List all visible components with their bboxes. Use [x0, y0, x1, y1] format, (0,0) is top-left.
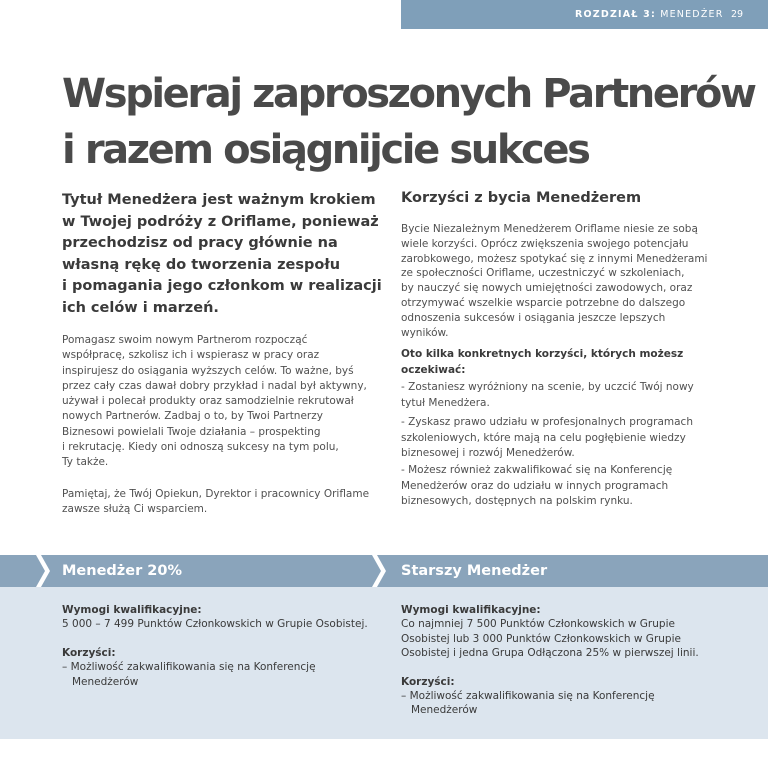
- level-details: [62, 603, 368, 689]
- text-line: wyników.: [401, 326, 449, 339]
- text-line: Bycie Niezależnym Menedżerem Oriflame niesie ze sobą: [401, 223, 698, 235]
- text-line: Osobistej lub 3 000 Punktów Członkowskich w Grupie: [401, 632, 681, 645]
- text-line: Menedżerów: [72, 675, 139, 688]
- level-title: Menedżer 20%: [62, 563, 182, 579]
- text-line: współpracę, szkolisz ich i wspierasz w pracy oraz: [62, 349, 320, 362]
- text-line: biznesowych, dostępnych na polskim rynku.: [401, 495, 633, 507]
- text-line: - Zyskasz prawo udziału w profesjonalnych programach: [401, 416, 693, 428]
- lead-line: i pomagania jego członkom w realizacji: [62, 278, 382, 294]
- left-paragraph-1: [62, 333, 377, 471]
- page-number: 29: [731, 9, 744, 20]
- benefit-item: [401, 380, 694, 411]
- text-line: otrzymywać wszelkie wsparcie potrzebne do dalszego: [401, 296, 686, 309]
- text-line: wiele korzyści. Oprócz zwiększenia swojego potencjału: [401, 237, 689, 250]
- benefit-item: [401, 415, 693, 462]
- page-title: [62, 66, 755, 178]
- chevron-right-icon: [36, 555, 50, 587]
- left-body-text: [62, 333, 377, 517]
- text-line: inspirujesz do osiągania wyższych celów. To ważne, byś: [62, 364, 354, 377]
- lead-paragraph: [62, 190, 382, 319]
- lead-line: przechodzisz od pracy głównie na: [62, 235, 338, 251]
- benefits-label: Korzyści:: [401, 675, 455, 688]
- benefits-label: Korzyści:: [62, 646, 116, 659]
- text-line: zawsze służą Ci wsparciem.: [62, 502, 208, 515]
- text-line: oczekiwać:: [401, 363, 466, 376]
- text-line: Menedżerów: [411, 704, 478, 717]
- chapter-section: MENEDŻER: [660, 9, 724, 20]
- text-line: Pomagasz swoim nowym Partnerom rozpocząć: [62, 334, 308, 346]
- level-title: Starszy Menedżer: [401, 563, 548, 579]
- text-line: – Możliwość zakwalifikowania się na Konferencję: [401, 690, 655, 703]
- text-line: ze społeczności Oriflame, uczestniczyć w szkoleniach,: [401, 267, 685, 280]
- text-line: przez cały czas dawał dobry przykład i nadal był aktywny,: [62, 379, 367, 392]
- text-line: Biznesowi powielali Twoje działania – prospekting: [62, 425, 321, 438]
- lead-line: w Twojej podróży z Oriflame, ponieważ: [62, 213, 379, 230]
- text-line: Pamiętaj, że Twój Opiekun, Dyrektor i pracownicy Oriflame: [62, 487, 370, 500]
- chapter-label: [575, 9, 724, 20]
- benefits-heading: Korzyści z bycia Menedżerem: [401, 190, 642, 206]
- left-paragraph-2: [62, 487, 377, 518]
- requirements-label: Wymogi kwalifikacyjne:: [62, 604, 202, 616]
- right-body-text: [401, 222, 741, 340]
- text-line: Oto kilka konkretnych korzyści, których możesz: [401, 348, 684, 360]
- level-details: [401, 603, 699, 718]
- text-line: - Zostaniesz wyróżniony na scenie, by uczcić Twój nowy: [401, 381, 694, 393]
- text-line: 5 000 – 7 499 Punktów Członkowskich w Grupie Osobistej.: [62, 618, 368, 631]
- text-line: używał i polecał produkty oraz samodzielnie rekrutował: [62, 395, 354, 408]
- lead-line: ich celów i marzeń.: [62, 299, 219, 316]
- chevron-right-icon: [372, 555, 386, 587]
- requirements-label: Wymogi kwalifikacyjne:: [401, 604, 541, 616]
- text-line: tytuł Menedżera.: [401, 396, 490, 409]
- text-line: - Możesz również zakwalifikować się na Konferencję: [401, 464, 673, 476]
- text-line: nowych Partnerów. Zadbaj o to, by Twoi Partnerzy: [62, 410, 323, 423]
- text-line: by nauczyć się nowych umiejętności zawodowych, oraz: [401, 282, 693, 295]
- text-line: odnoszenia sukcesów i osiągania jeszcze lepszych: [401, 311, 666, 324]
- text-line: Co najmniej 7 500 Punktów Członkowskich w Grupie: [401, 618, 675, 631]
- text-line: zarobkowego, możesz spotykać się z innymi Menedżerami: [401, 252, 708, 265]
- benefit-item: [401, 463, 672, 510]
- text-line: – Możliwość zakwalifikowania się na Konferencję: [62, 661, 316, 674]
- text-line: biznesowej i rozwój Menedżerów.: [401, 447, 575, 459]
- title-line-1: Wspieraj zaproszonych Partnerów: [62, 71, 755, 117]
- lead-line: własną rękę do tworzenia zespołu: [62, 256, 341, 273]
- chapter-number: ROZDZIAŁ 3:: [575, 9, 656, 20]
- lead-line: Tytuł Menedżera jest ważnym krokiem: [62, 192, 376, 208]
- text-line: Ty także.: [62, 456, 109, 469]
- text-line: Menedżerów oraz do udziału w innych programach: [401, 479, 669, 492]
- text-line: szkoleniowych, które mają na celu pogłębienie wiedzy: [401, 431, 686, 444]
- text-line: Osobistej i jedna Grupa Odłączona 25% w pierwszej linii.: [401, 647, 699, 660]
- benefits-intro: [401, 347, 683, 378]
- title-line-2: i razem osiągnijcie sukces: [62, 127, 589, 173]
- text-line: i rekrutację. Kiedy oni odnoszą sukcesy na tym polu,: [62, 441, 339, 454]
